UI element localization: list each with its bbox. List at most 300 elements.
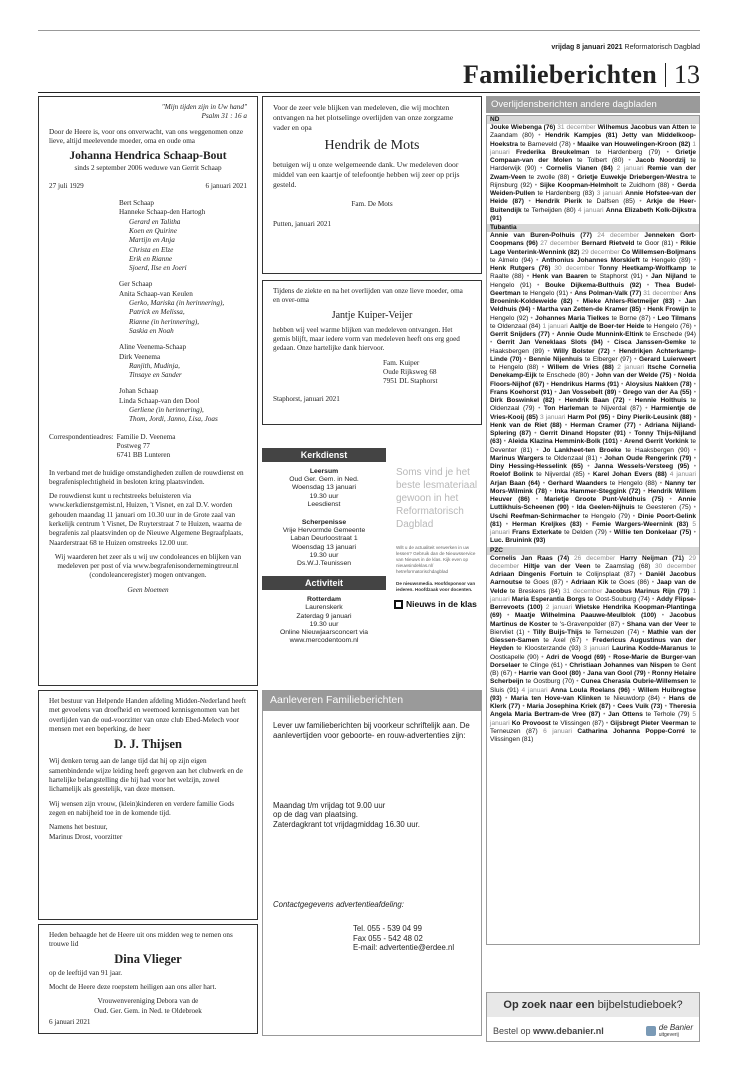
- entry-place: te Geesteren (75): [634, 504, 691, 512]
- separator-bullet: •: [512, 670, 519, 677]
- entry-name: Jenneken Gort-Coopmans (96): [490, 232, 696, 248]
- entry-name: Ida Geelen-Nijhuis: [576, 504, 635, 512]
- entry-name: Willem Huibregtse (93): [490, 686, 696, 702]
- separator-bullet: •: [691, 388, 696, 396]
- entry-name: Hendrik Kampjes (81): [545, 132, 618, 140]
- entry-name: Henk van Baaren: [532, 273, 589, 281]
- entry-place: te Zuidhorn (88): [618, 181, 670, 189]
- date-marker: 5 januari: [490, 520, 696, 536]
- entry-name: Ans Polman-Valk (77): [574, 289, 642, 297]
- entry-name: Frans Exterkate: [512, 529, 562, 536]
- church-line: 19.30 uur: [309, 551, 339, 559]
- separator-bullet: •: [523, 273, 533, 281]
- separator-bullet: •: [582, 463, 595, 470]
- separator-bullet: •: [617, 438, 625, 446]
- entry-place: te Vlissingen (81): [490, 727, 696, 743]
- entry-place: te Hengelo (91): [520, 289, 569, 297]
- entry-name: Hendrikus Harms (91): [550, 380, 619, 388]
- entry-name: Gerhard Waanders: [547, 479, 608, 487]
- thanks-text: hebben wij veel warme blijken van medeleven ontvangen. Het gemis blijft, maar iedere vorm van medeleven heeft ons erg goed gedaan. Onze hartelijke dank hiervoor.: [273, 325, 460, 353]
- separator-bullet: •: [532, 256, 542, 264]
- church-place: Leersum: [309, 468, 339, 475]
- entry-name: Marietje Groote Punt-Veldhuis (75): [544, 496, 664, 503]
- family-member: Ger Schaap: [119, 280, 153, 289]
- corr-label: Correspondentieadres:: [49, 432, 114, 441]
- date-marker: 2 januari: [542, 604, 576, 611]
- entry-name: Dirk Boswinkel (82): [490, 397, 555, 404]
- entry-place: te Delden (79): [561, 529, 607, 536]
- separator-bullet: •: [641, 281, 655, 289]
- grandchild: Ranjith, Mudinja,: [129, 361, 180, 370]
- entry-name: Hendrik Pierik: [535, 198, 583, 206]
- date-marker: 5 januari: [490, 711, 696, 727]
- separator-bullet: •: [649, 595, 657, 603]
- entry-name: Grego van der Aa (55): [622, 388, 692, 396]
- entry-name: Uschi Reefman-Schirmacher: [490, 512, 581, 520]
- separator-bullet: •: [568, 289, 575, 297]
- promo-small-text-2: De nieuwsmedia. Hoofdsponsor van iederen. Hoofdzaak voor docenten.: [396, 581, 476, 592]
- entry-name: Addy Flipse-Berrevoets (100): [490, 595, 696, 611]
- separator-bullet: •: [641, 306, 648, 314]
- entry-name: Femie Wargers-Weernink (83): [592, 520, 689, 528]
- entry-place: te Terheijden (80): [521, 206, 576, 214]
- banier-headline-bold: Op zoek naar een: [503, 999, 595, 1011]
- entry-name: Cees Vuik (73): [617, 703, 663, 710]
- entry-name: Gerard Luierweert: [638, 355, 696, 363]
- entry-name: Tilly Buijs-Thijs: [532, 628, 583, 636]
- separator-bullet: •: [645, 670, 652, 677]
- paragraph: De rouwdienst kunt u rechtstreeks beluisteren via www.kerkdienstgemist.nl, Huizen, 't Visnet, en zal D.V. worden gehouden maandag 11 januari om 10.30 uur in de Grote zaal van kerkelijk centrum 't Visnet, De Ruyterstraat 7 te Huizen, waarna de begrafenis zal plaatsvinden op de Nieuwe Algemene Begraafplaats, Naarderstraat 68 te Huizen omstreeks 12.00 uur.: [49, 492, 243, 547]
- place-date: Staphorst, januari 2021: [273, 394, 340, 403]
- separator-bullet: •: [572, 298, 583, 305]
- separator-bullet: •: [656, 612, 670, 620]
- family-group: [49, 199, 247, 273]
- activiteit-heading: Activiteit: [262, 576, 386, 590]
- corr-line: Familie D. Veenema: [116, 432, 176, 441]
- entry-place: te Dalfsen (85): [582, 198, 635, 206]
- entry-name: Cornelis Vianen (84): [546, 165, 613, 173]
- entry-name: Hennie Holthuis: [634, 397, 687, 404]
- entry-name: Jan Veldhuis (94): [490, 298, 696, 314]
- separator-bullet: •: [532, 446, 543, 454]
- date-marker: 31 december: [555, 124, 598, 131]
- separator-bullet: •: [531, 281, 546, 289]
- entry-name: Jo Lankheet-ten Broeke: [542, 446, 622, 454]
- correspondence-address: [49, 433, 247, 461]
- separator-bullet: •: [669, 181, 678, 189]
- entry-name: Hiltje van der Veen: [523, 562, 591, 570]
- signature: [273, 359, 471, 387]
- logo-square-icon: [394, 600, 403, 609]
- entry-place: te Hengelo (88): [607, 479, 657, 487]
- entry-name: Hendrikjen Achterkamp-Linde (70): [490, 347, 697, 363]
- entry-name: Theresia Angela Maria Bertram-de Vree (87): [490, 703, 697, 719]
- age-line: op de leeftijd van 91 jaar.: [49, 968, 123, 977]
- date-marker: 4 januari: [666, 471, 696, 479]
- separator-bullet: •: [635, 571, 646, 578]
- entry-name: Henk Frowijn: [647, 306, 689, 314]
- banier-logo: [646, 1023, 693, 1038]
- family-member: Linda Schaap-van den Dool: [119, 396, 200, 405]
- entry-name: Jacobus Martinus de Koster: [490, 612, 696, 628]
- date-marker: 2 januari: [613, 364, 648, 371]
- entry-name: Maria ten Hove-van Klinken: [510, 694, 602, 702]
- signature-line: 7951 DL Staphorst: [383, 377, 438, 386]
- separator-bullet: •: [490, 339, 497, 347]
- separator-bullet: •: [552, 388, 559, 396]
- entry-name: Arjan Baan (64): [490, 479, 540, 487]
- entry-name: Aleida Klazina Hemmink-Bolk (101): [508, 438, 618, 446]
- grandchild: Rianne (in herinnering),: [129, 317, 200, 326]
- family-group: [49, 387, 247, 424]
- separator-bullet: •: [562, 661, 570, 669]
- deadline-line: op de dag van plaatsing.: [273, 810, 358, 820]
- contact-fax: Fax 055 - 542 48 02: [353, 933, 423, 943]
- date-marker: 1 januari: [490, 587, 696, 603]
- entry-place: te Goes (87): [522, 579, 564, 587]
- entry-name: Tonny Thijs-Nijland (63): [490, 430, 696, 446]
- separator-bullet: •: [673, 240, 681, 248]
- obituaries-list: [486, 115, 700, 945]
- entry-place: te Oost-Souburg (74): [585, 595, 650, 603]
- top-rule: [38, 30, 700, 31]
- family-member: Aline Veenema-Schaap: [119, 343, 187, 352]
- date-marker: 29 december: [579, 248, 622, 256]
- activity-line: Laurenskerk: [305, 604, 343, 612]
- entry-place: te Harderwijk (90): [490, 157, 696, 173]
- separator-bullet: •: [544, 347, 554, 355]
- entry-place: te Goor (81): [634, 240, 674, 248]
- intro-text: Tijdens de ziekte en na het overlijden van onze lieve moeder, oma en over-oma: [273, 287, 463, 305]
- entry-name: Cornelis Jan Raas (74): [490, 554, 570, 562]
- separator-bullet: •: [528, 314, 536, 322]
- entry-name: Martha van Zetten-de Kramer (85): [536, 306, 642, 314]
- entry-name: Maria Esperantia Borgs: [511, 595, 586, 603]
- entry-name: Gerrit Jan Veneklaas Slots (94): [496, 339, 603, 347]
- date-marker: 27 december: [537, 240, 582, 248]
- separator-bullet: •: [660, 148, 676, 156]
- separator-bullet: •: [649, 579, 657, 587]
- entry-place: te Hengelo (92): [490, 306, 697, 322]
- entry-place: te Nijverdal (85): [533, 471, 585, 479]
- entry-name: Karel Johan Evers (88): [592, 471, 667, 479]
- entry-name: Henk Rutgers (76): [490, 265, 551, 272]
- entry-place: te Kloosterzande (93): [513, 645, 581, 653]
- separator-bullet: •: [624, 397, 635, 404]
- entry-name: Jana van Gool (79): [587, 670, 646, 677]
- church-line: 19.30 uur: [309, 492, 339, 500]
- activity-line: Zaterdag 9 januari: [296, 612, 352, 620]
- entry-name: Jetty van Middelkoop-Hoekstra: [490, 132, 696, 148]
- entry-name: Wilhemus Jacobus van Atten: [597, 124, 689, 131]
- entry-place: te Nieuwdorp (84): [601, 694, 660, 702]
- entry-name: Tonny Heetkamp-Wolfkamp: [598, 265, 687, 272]
- entry-place: te Biervliet (1): [490, 620, 696, 636]
- separator-bullet: •: [581, 670, 588, 677]
- birth-date: 27 juli 1929: [49, 181, 84, 190]
- widow-note: sinds 2 september 2006 weduwe van Gerrit Schaap: [74, 164, 222, 173]
- entry-name: John van der Welde (75): [595, 372, 672, 380]
- paragraph: Wij waarderen het zeer als u wij uw condoleances en blijken van medeleven per post of via www.begrafenisondernemingtreur.nl (condoleanceregister) mogen ontvangen.: [54, 552, 242, 580]
- entry-name: Anna Loula Roelans (96): [550, 686, 630, 694]
- entry-place: te Barneveld (78): [518, 140, 571, 148]
- entry-place: te Gent (B) (67): [490, 661, 696, 677]
- separator-bullet: •: [691, 380, 696, 388]
- separator-bullet: •: [521, 355, 529, 363]
- promo-small-text: Wilt u de actualiteit verwerken in uw lessen? Gebruik dan de Nieuwsservice van Nieuws in de klas. Kijk even op nieuwsindeklas.nl/ hetreformatorischdagblad: [396, 545, 476, 574]
- separator-bullet: •: [570, 140, 578, 148]
- separator-bullet: •: [547, 487, 555, 495]
- entry-name: Janna Wessels-Versteeg (95): [594, 463, 690, 470]
- banier-order: [493, 1026, 604, 1036]
- entry-name: Bernard Rietveld: [581, 240, 635, 248]
- entry-name: Harry Neijman (71): [620, 554, 684, 562]
- entry-place: te Zaamslag (68): [590, 562, 651, 570]
- entry-name: Daniël Jacobus Aarnoutse: [490, 571, 697, 587]
- entry-name: Leo Tilmans: [657, 314, 696, 322]
- signature-line: Fam. Kuiper: [383, 358, 420, 367]
- entry-name: Hans de Klerk (77): [490, 694, 696, 710]
- header-divider: [665, 63, 666, 87]
- activity-line: Online Nieuwjaarsconcert via: [279, 629, 369, 637]
- entry-name: Willie ten Donkelaar (75): [613, 529, 692, 536]
- separator-bullet: •: [539, 479, 548, 487]
- region-heading: ND: [487, 116, 699, 124]
- entry-place: te Vlissingen (87): [550, 719, 604, 727]
- date-marker: 2 januari: [612, 165, 648, 173]
- entry-place: te Axel (67): [539, 637, 582, 644]
- separator-bullet: •: [589, 372, 596, 380]
- entry-name: Arend Gerrit Vorkink: [624, 438, 689, 446]
- separator-bullet: •: [689, 446, 696, 454]
- separator-bullet: •: [574, 678, 581, 686]
- entry-name: Anna Elizabeth Kolk-Dijkstra (91): [490, 206, 696, 222]
- family-member: Anita Schaap-van Keulen: [119, 289, 193, 298]
- separator-bullet: •: [533, 132, 546, 140]
- entry-place: te Enschede (94): [643, 331, 696, 338]
- entry-place: te Hardenberg (79): [589, 148, 661, 156]
- entry-name: Grietje Euwekje Driebergen-Westra: [577, 173, 688, 181]
- grandchild: Erik en Rianne: [129, 254, 173, 263]
- entry-place: te Hengelo (89): [639, 256, 691, 264]
- entry-name: Cunea Cherasia Oubrie-Willemsen: [580, 678, 689, 686]
- entry-name: Gerda Weiden-Pullen: [490, 181, 696, 197]
- entry-name: Ans Broenink-Koldeweide (82): [490, 289, 696, 305]
- entry-name: Rose-Marie de Burger-van Dorselaer: [490, 653, 697, 669]
- separator-bullet: •: [610, 703, 618, 710]
- family-group: [49, 280, 247, 336]
- entry-name: Inka Hammer-Steggink (72): [554, 487, 641, 495]
- entry-place: te Terneuzen (74): [582, 628, 640, 636]
- grandchild: Christa en Elze: [129, 245, 174, 254]
- banier-logo-icon: [646, 1026, 656, 1036]
- separator-bullet: •: [605, 653, 614, 661]
- contact-phone: Tel. 055 - 539 04 99: [353, 923, 422, 933]
- entry-place: te Colijnsplaat (87): [572, 571, 636, 578]
- entry-name: Harm Pol (95): [567, 413, 611, 421]
- separator-bullet: •: [568, 504, 577, 512]
- aanleveren-box: [262, 690, 482, 1036]
- entry-place: te Staphorst (91): [588, 273, 643, 281]
- date-marker: 6 januari: [537, 727, 578, 735]
- entry-name: Aloysius Nakken (78): [625, 380, 692, 388]
- separator-bullet: •: [610, 413, 617, 421]
- separator-bullet: •: [532, 181, 540, 189]
- date-marker: 1 januari: [540, 322, 570, 330]
- separator-bullet: •: [690, 256, 696, 264]
- entry-place: te Oldenzaal (84): [490, 322, 541, 330]
- deceased-name: Johanna Hendrica Schaap-Bout: [69, 150, 227, 163]
- signature: Fam. De Mots: [351, 200, 393, 209]
- separator-bullet: •: [561, 421, 571, 429]
- contact-label: Contactgegevens advertentieafdeling:: [273, 899, 404, 909]
- entry-place: te Zaandam (80): [490, 124, 696, 140]
- signature-line: Namens het bestuur,: [49, 823, 108, 832]
- entry-name: Jacobus Marinus Rijn (79): [605, 587, 690, 595]
- separator-bullet: •: [501, 438, 509, 446]
- entry-name: Herman Cramer (77): [570, 421, 636, 429]
- entry-name: Willem de Vries (88): [547, 364, 614, 371]
- entry-place: te Almelo (94): [490, 256, 533, 264]
- entry-name: Maria Josephina Kriek (87): [526, 703, 611, 710]
- separator-bullet: •: [625, 430, 635, 437]
- date-marker: 30 december: [650, 562, 696, 570]
- entry-name: Gerrit Dinand Hopster (91): [539, 430, 626, 437]
- signature-line: Marinus Drost, voorzitter: [49, 832, 123, 841]
- entry-name: Frederika Breukelman: [516, 148, 590, 156]
- deceased-name: Dina Vlieger: [114, 951, 182, 966]
- region-entries: [487, 124, 699, 224]
- separator-bullet: •: [501, 520, 513, 528]
- date-marker: 31 december: [641, 289, 684, 297]
- entry-name: Adriaan Kik: [570, 579, 609, 587]
- activity-item: [262, 596, 386, 645]
- entry-name: Adriaan Dingenis Fortuin: [490, 571, 573, 578]
- entry-name: Nanny ter Mors-Wilmink (78): [490, 479, 696, 495]
- contact-email[interactable]: E-mail: advertentie@erdee.nl: [353, 943, 455, 953]
- entry-name: Sijke Koopman-Helmholt: [539, 181, 619, 189]
- entry-place: te Hengelo (88): [490, 364, 539, 371]
- entry-name: Laurina Kodde-Maranus: [612, 645, 688, 653]
- entry-name: Roelof Bolink: [490, 471, 534, 479]
- separator-bullet: •: [671, 372, 678, 380]
- separator-bullet: •: [656, 479, 665, 487]
- separator-bullet: •: [581, 637, 593, 644]
- separator-bullet: •: [549, 331, 557, 338]
- family-member: Hanneke Schaap-den Hartogh: [119, 208, 206, 217]
- entry-name: Johannes Maria Tielkes: [535, 314, 610, 322]
- region-heading: Tubantia: [487, 224, 699, 232]
- page-number: 13: [674, 60, 700, 89]
- separator-bullet: •: [544, 380, 551, 388]
- corr-line: 6741 BB Lunteren: [116, 451, 171, 460]
- banier-headline-rest: bijbelstudieboek?: [597, 999, 683, 1011]
- banier-advertisement[interactable]: [486, 992, 700, 1042]
- entry-place: te Rijnsburg (92): [490, 173, 696, 189]
- entry-place: te Deventer (81): [490, 438, 696, 454]
- family-member: Dirk Veenema: [119, 352, 161, 361]
- separator-bullet: •: [674, 298, 685, 305]
- entry-name: Annie Hofstee-van der Heide (87): [490, 190, 696, 206]
- entry-place: te Oostburg (70): [523, 678, 575, 686]
- entry-name: Maatje Wilhelmina Paauwe-Meulblok (100): [514, 612, 657, 620]
- separator-bullet: •: [536, 165, 547, 173]
- entry-name: Gerrit Snijders (77): [490, 331, 550, 338]
- date-marker: 1 januari: [490, 140, 696, 156]
- paragraph: In verband met de huidige omstandigheden zullen de rouwdienst en begrafenisplechtigheid in besloten kring plaatsvinden.: [49, 468, 244, 486]
- life-dates: [49, 182, 247, 191]
- entry-name: Remie van der Zwam-Veen: [490, 165, 696, 181]
- banier-link[interactable]: www.debanier.nl: [533, 1025, 604, 1036]
- deadline-line: Zaterdagkrant tot vrijdagmiddag 16.30 uur.: [273, 820, 420, 830]
- separator-bullet: •: [501, 612, 515, 620]
- entry-name: Dinie Poort-Gelink (81): [490, 512, 696, 528]
- deceased-name: D. J. Thijsen: [114, 737, 182, 752]
- entry-name: Mathie van der Giessen-Samen: [490, 628, 697, 644]
- entry-place: te Haaksbergen (89): [490, 339, 696, 355]
- activity-link[interactable]: www.mercodentoom.nl: [289, 637, 359, 645]
- deceased-name: Hendrik de Mots: [324, 138, 420, 153]
- signature-line: Oude Rijksweg 68: [383, 368, 437, 377]
- entry-place: te Oldenzaal (81): [543, 454, 598, 462]
- aanleveren-heading: Aanleveren Familieberichten: [263, 691, 481, 711]
- banier-order-label: Bestel op: [493, 1025, 531, 1036]
- separator-bullet: •: [691, 454, 696, 462]
- entry-name: Anthonius Johannes Morskieft: [541, 256, 640, 264]
- entry-name: Co Willemsen-Boljmans: [621, 248, 697, 256]
- church-line: Woensdag 13 januari: [291, 543, 357, 551]
- separator-bullet: •: [662, 703, 670, 710]
- entry-name: Jouke Wiebenga (76): [490, 124, 556, 131]
- separator-bullet: •: [640, 487, 648, 495]
- separator-bullet: •: [620, 620, 627, 628]
- entry-place: te Clinge (61): [520, 661, 563, 669]
- separator-bullet: •: [600, 711, 609, 719]
- grandchild: Sjoerd, Ilse en Joeri: [129, 264, 187, 273]
- church-line: Vrije Hervormde Gemeente: [282, 527, 366, 535]
- deceased-name: Jantje Kuiper-Veijer: [331, 309, 413, 321]
- entry-name: Henk van de Riet (88): [490, 421, 562, 429]
- dateline: vrijdag 8 januari 2021 Reformatorisch Dagblad: [551, 44, 700, 51]
- separator-bullet: •: [691, 322, 696, 330]
- logo-text: Nieuws in de klas: [406, 599, 477, 609]
- entry-place: te Haaksbergen (90): [621, 446, 690, 454]
- intro-text: Het bestuur van Helpende Handen afdeling Midden-Nederland heeft met gevoelens van droefheid en weemoed kennisgenomen van het overlijden van de oud-voorzitter van onze club Ebed-Melech voor mensen met een beperking, de heer: [49, 697, 246, 733]
- grandchild: Gerko, Mariska (in herinnering),: [129, 299, 225, 308]
- quote-ref: Psalm 31 : 16 a: [201, 112, 247, 121]
- death-date: 6 januari 2021: [205, 181, 247, 190]
- church-item: [262, 468, 386, 509]
- promo-headline: Soms vind je het beste lesmateriaal gewoon in het Reformatorisch Dagblad: [396, 467, 478, 530]
- entry-place: te Hengelo (91): [490, 273, 696, 289]
- entry-name: Bouke Dijkema-Bulthuis (92): [545, 281, 642, 289]
- intro-text: Door de Heere is, voor ons onverwacht, van ons weggenomen onze lieve, altijd meelevende moeder, oma en oude oma: [49, 127, 244, 145]
- separator-bullet: •: [529, 496, 545, 503]
- entry-place: te Elberger (97): [582, 355, 632, 363]
- date-marker: 3 januari: [580, 645, 613, 653]
- header-rule: [38, 92, 700, 93]
- region-entries: [487, 232, 699, 547]
- separator-bullet: •: [524, 628, 533, 636]
- entry-name: Fredericus Augustinus van der Heyden: [490, 637, 696, 653]
- date-line: 6 januari 2021: [49, 1018, 91, 1027]
- entry-place: te Tolbert (80): [572, 157, 624, 164]
- banier-logo-sub: uitgeverij: [658, 1032, 679, 1038]
- separator-bullet: •: [520, 703, 527, 710]
- entry-place: te zwolle (88): [526, 173, 570, 181]
- date-marker: 29 december: [490, 554, 697, 570]
- date-marker: 30 december: [550, 265, 599, 272]
